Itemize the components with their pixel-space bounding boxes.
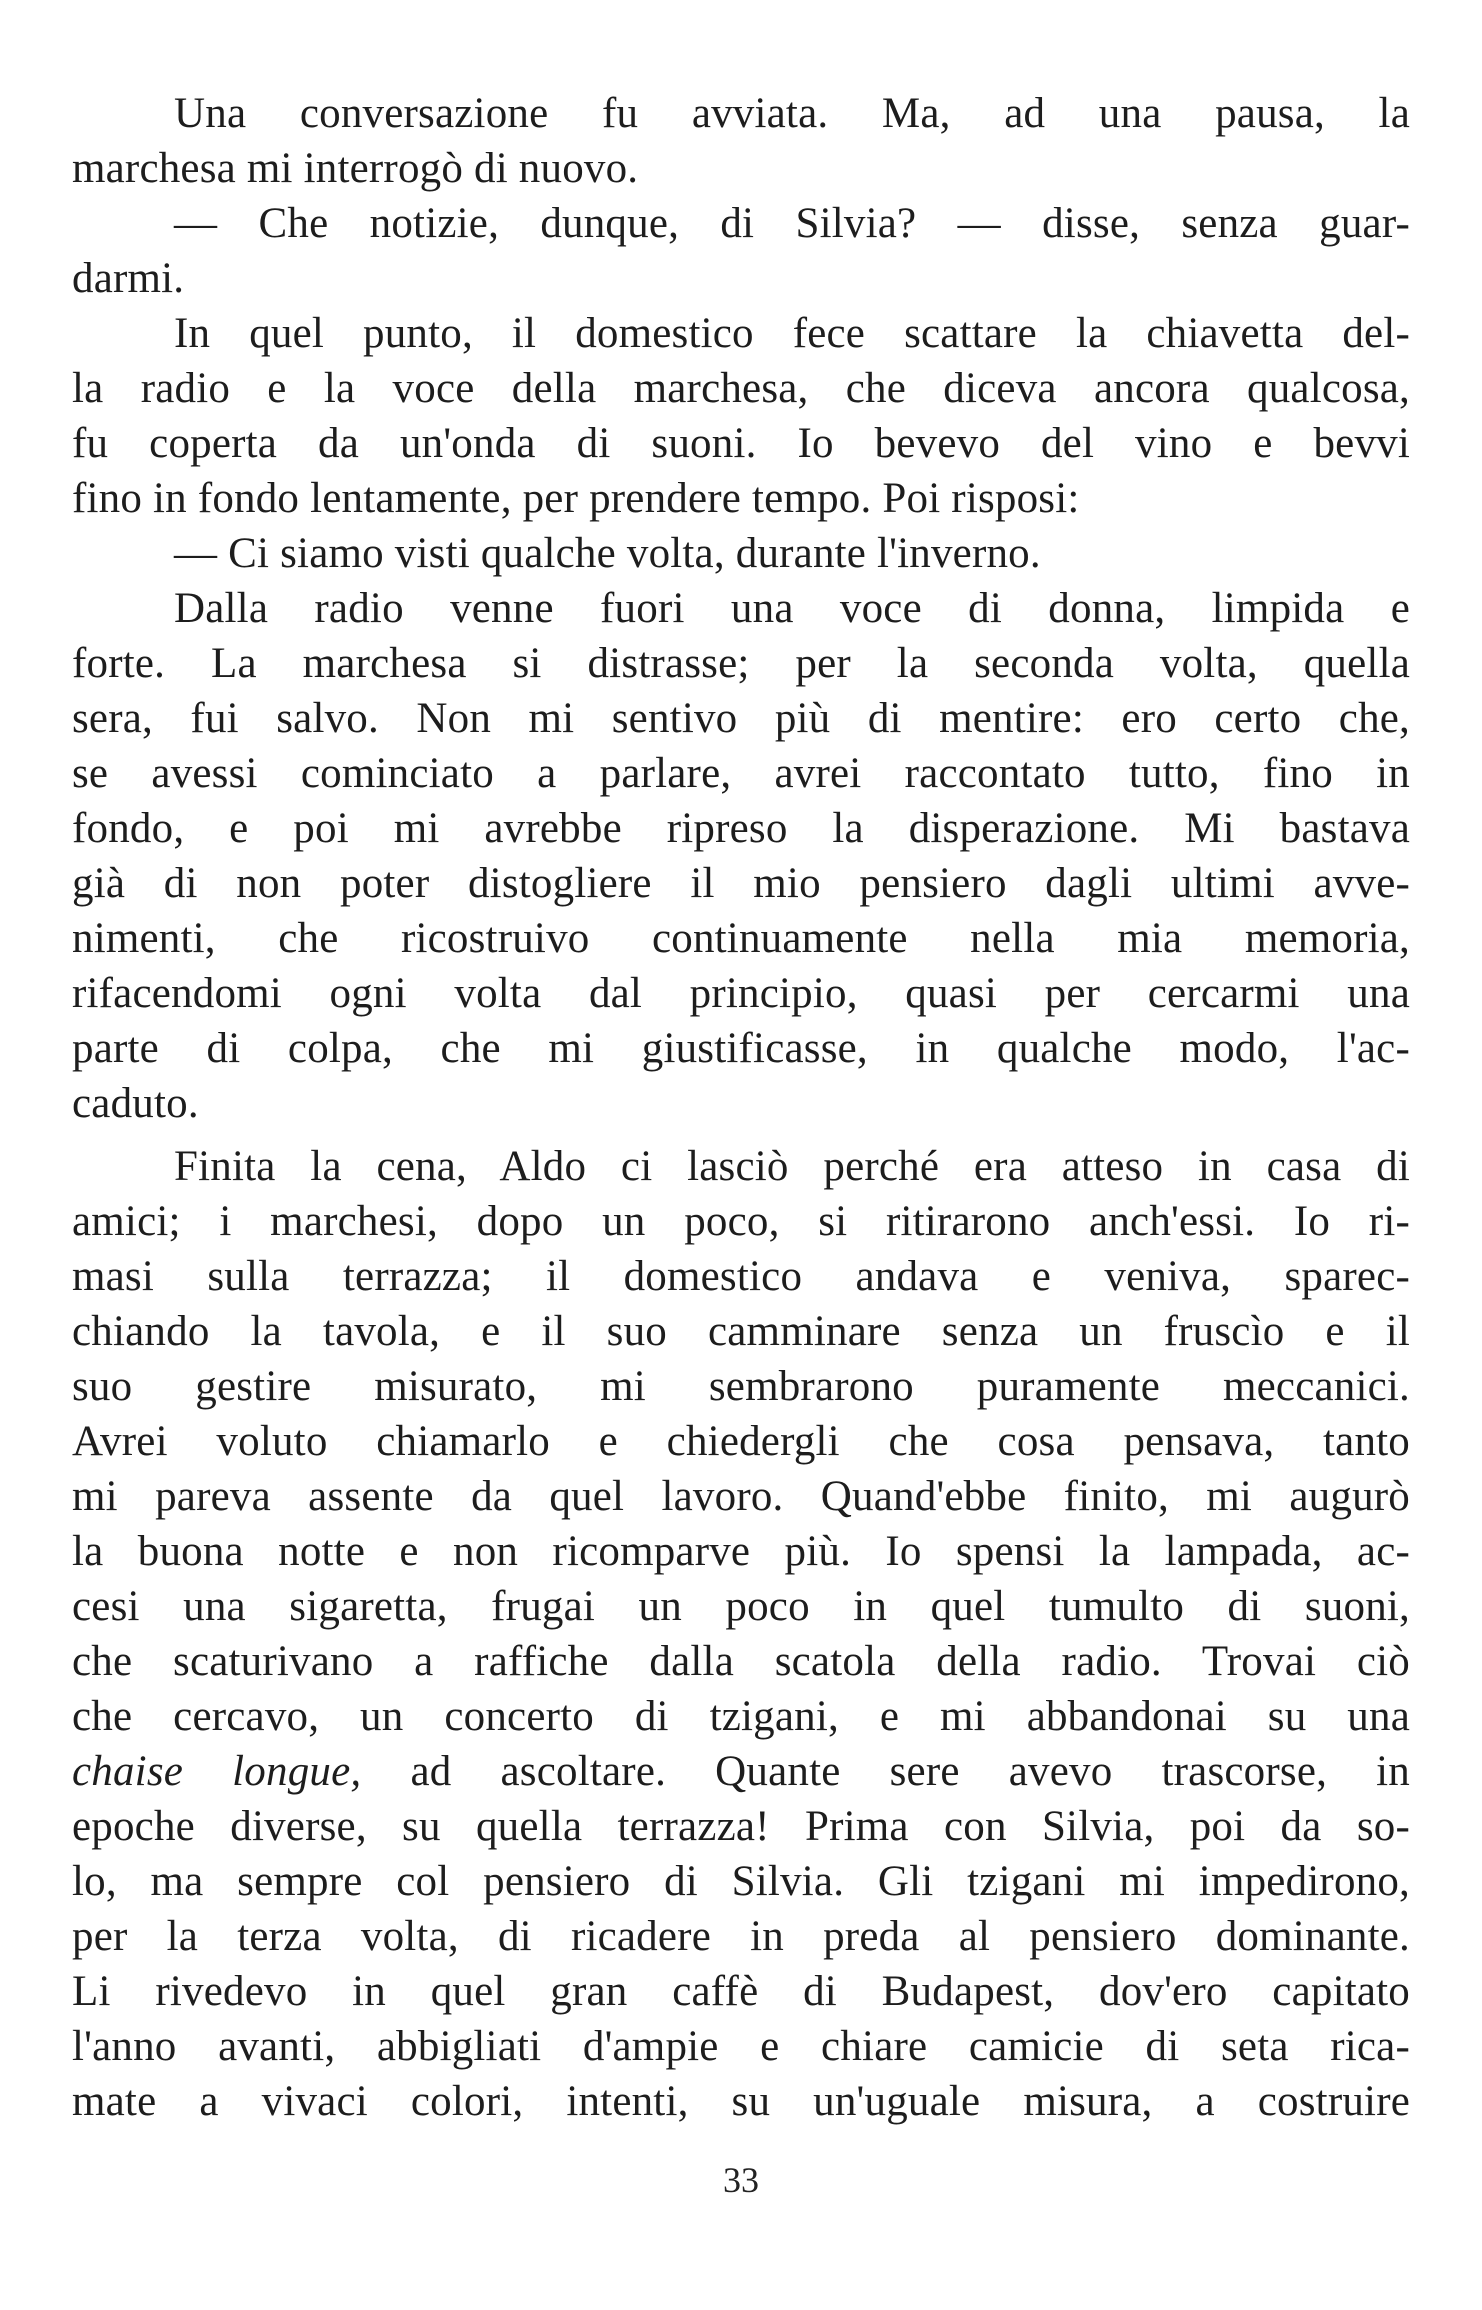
text-line: fu coperta da un'onda di suoni. Io bevevo del vino e bevvi	[72, 420, 1410, 467]
text-line: amici; i marchesi, dopo un poco, si ritirarono anch'essi. Io ri-	[72, 1198, 1410, 1245]
text-line: per la terza volta, di ricadere in preda al pensiero dominante.	[72, 1913, 1410, 1960]
text-line: Una conversazione fu avviata. Ma, ad una pausa, la	[174, 90, 1410, 137]
text-line: che cercavo, un concerto di tzigani, e mi abbandonai su una	[72, 1693, 1410, 1740]
text-line: In quel punto, il domestico fece scattare la chiavetta del-	[174, 310, 1410, 357]
text-fragment: ad ascoltare. Quante sere avevo trascorse, in	[361, 1748, 1411, 1795]
text-line: la radio e la voce della marchesa, che diceva ancora qualcosa,	[72, 365, 1410, 412]
text-line: Li rivedevo in quel gran caffè di Budapest, dov'ero capitato	[72, 1968, 1410, 2015]
text-line: rifacendomi ogni volta dal principio, quasi per cercarmi una	[72, 970, 1410, 1017]
text-line: masi sulla terrazza; il domestico andava e veniva, sparec-	[72, 1253, 1410, 1300]
text-line: parte di colpa, che mi giustificasse, in qualche modo, l'ac-	[72, 1025, 1410, 1072]
text-line: la buona notte e non ricomparve più. Io spensi la lampada, ac-	[72, 1528, 1410, 1575]
text-line: epoche diverse, su quella terrazza! Prima con Silvia, poi da so-	[72, 1803, 1410, 1850]
text-line: già di non poter distogliere il mio pensiero dagli ultimi avve-	[72, 860, 1410, 907]
text-line: darmi.	[72, 255, 185, 302]
text-line: — Che notizie, dunque, di Silvia? — disse, senza guar-	[174, 200, 1410, 247]
text-line: nimenti, che ricostruivo continuamente nella mia memoria,	[72, 915, 1410, 962]
text-line: caduto.	[72, 1080, 199, 1127]
italic-phrase: chaise longue,	[72, 1748, 362, 1795]
text-line: Finita la cena, Aldo ci lasciò perché era atteso in casa di	[174, 1143, 1410, 1190]
text-line: chiando la tavola, e il suo camminare senza un fruscìo e il	[72, 1308, 1410, 1355]
text-line: lo, ma sempre col pensiero di Silvia. Gli tzigani mi impedirono,	[72, 1858, 1410, 1905]
text-line: mi pareva assente da quel lavoro. Quand'ebbe finito, mi augurò	[72, 1473, 1410, 1520]
text-line: forte. La marchesa si distrasse; per la seconda volta, quella	[72, 640, 1410, 687]
text-line	[72, 1744, 1410, 1799]
text-line: — Ci siamo visti qualche volta, durante l'inverno.	[174, 530, 1041, 577]
page-number: 33	[723, 2160, 759, 2200]
text-line: Dalla radio venne fuori una voce di donna, limpida e	[174, 585, 1410, 632]
text-line: se avessi cominciato a parlare, avrei raccontato tutto, fino in	[72, 750, 1410, 797]
text-line: l'anno avanti, abbigliati d'ampie e chiare camicie di seta rica-	[72, 2023, 1410, 2070]
text-line: Avrei voluto chiamarlo e chiedergli che cosa pensava, tanto	[72, 1418, 1410, 1465]
text-line: fondo, e poi mi avrebbe ripreso la disperazione. Mi bastava	[72, 805, 1410, 852]
text-line: marchesa mi interrogò di nuovo.	[72, 145, 639, 192]
text-line: suo gestire misurato, mi sembrarono puramente meccanici.	[72, 1363, 1410, 1410]
text-line: fino in fondo lentamente, per prendere tempo. Poi risposi:	[72, 475, 1080, 522]
text-line: sera, fui salvo. Non mi sentivo più di mentire: ero certo che,	[72, 695, 1410, 742]
text-line: mate a vivaci colori, intenti, su un'uguale misura, a costruire	[72, 2078, 1410, 2125]
body-text	[72, 86, 1410, 2129]
text-line: cesi una sigaretta, frugai un poco in quel tumulto di suoni,	[72, 1583, 1410, 1630]
text-line: che scaturivano a raffiche dalla scatola della radio. Trovai ciò	[72, 1638, 1410, 1685]
